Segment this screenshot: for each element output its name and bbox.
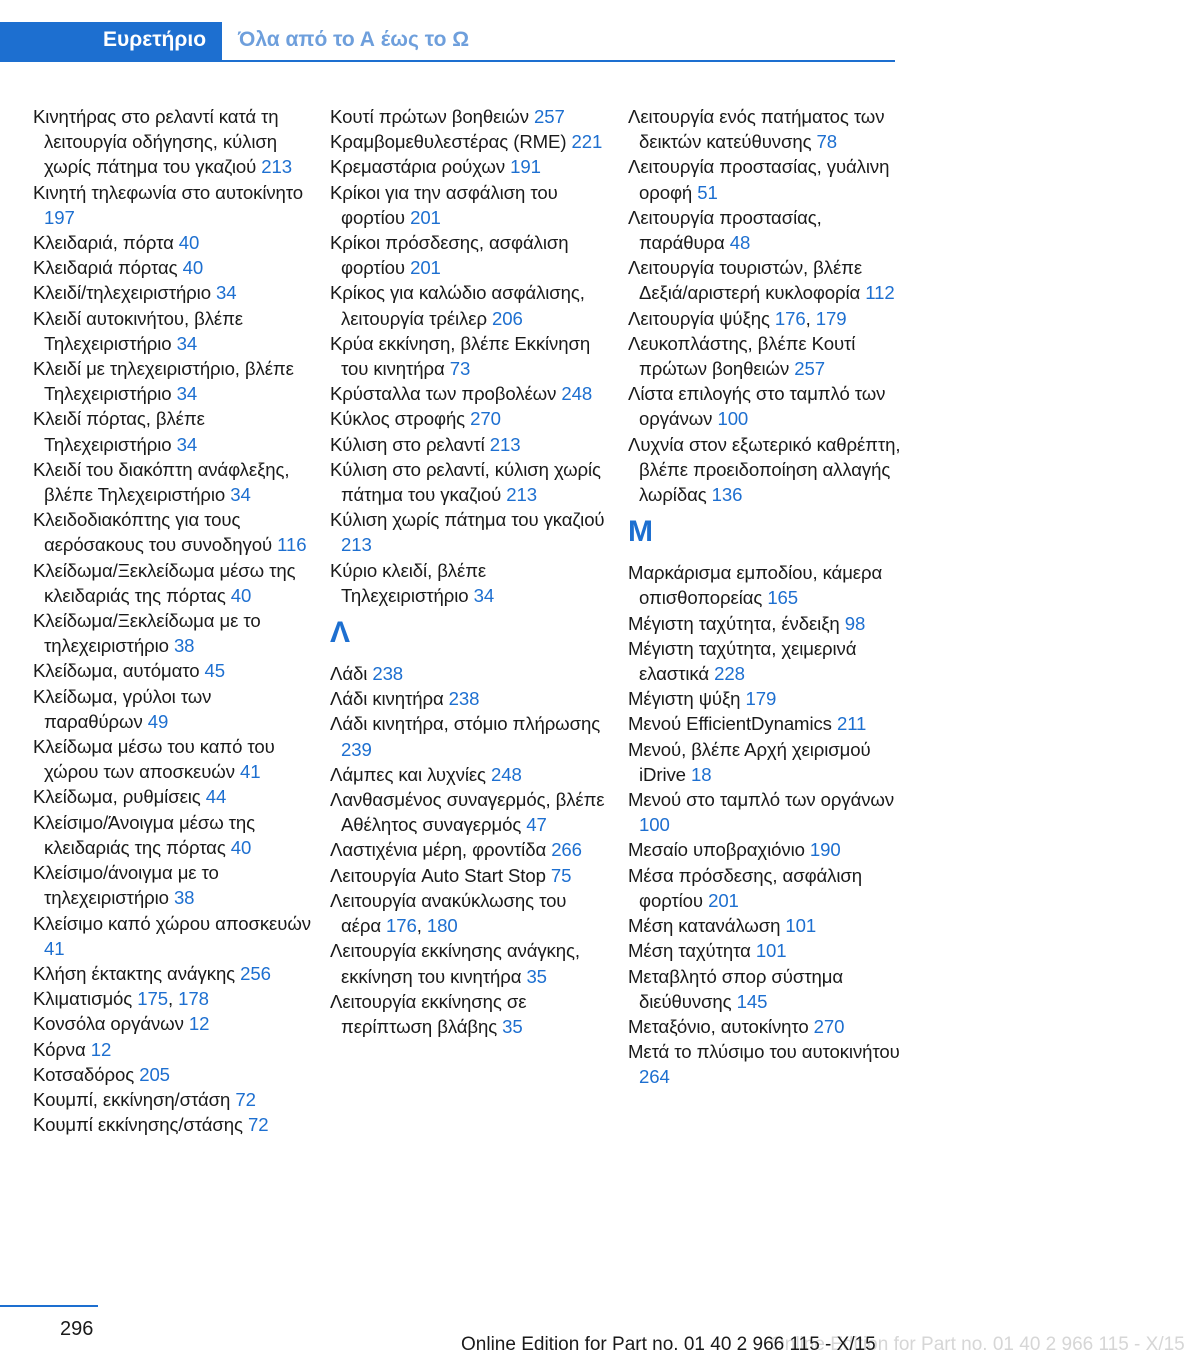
entry-term: Κρύσταλλα των προβολέων [330,383,562,405]
page-link[interactable]: 213 [341,534,372,556]
page-link[interactable]: 116 [277,534,307,556]
page-link[interactable]: 264 [639,1066,670,1088]
page-link[interactable]: 178 [178,988,209,1010]
page-link[interactable]: 270 [813,1015,845,1037]
page-link[interactable]: 176 [386,915,417,937]
index-entry [33,810,313,860]
index-entry [330,938,610,988]
entry-term: Λειτουργία ενός πατήματος των δεικτών κατεύθυνσης [628,106,885,153]
entry-term: Λευκοπλάστης, βλέπε Κουτί πρώτων βοηθειών [628,332,856,380]
page-link[interactable]: 40 [178,232,200,254]
index-entry [628,205,908,255]
entry-term: Κλείσιμο/Άνοιγμα μέσω της κλειδαριάς της πόρτας [33,811,256,858]
index-entry [33,911,313,961]
page-link[interactable]: 34 [473,584,495,606]
entry-term: Κλειδαριά πόρτας [33,257,183,279]
entry-term: Κύλιση στο ρελαντί [330,433,490,455]
index-entry [33,457,313,507]
index-entry: Λειτουργία ανακύκλωσης του αέρα 176, 180 [330,889,567,937]
index-column-1 [33,104,313,1137]
page-link[interactable]: 100 [717,408,749,430]
index-column-3 [628,104,908,1090]
index-entry [628,560,908,610]
entry-term: Λειτουργία εκκίνησης σε περίπτωση βλάβης [330,990,527,1037]
entry-term: Λειτουργία προστασίας, γυάλινη οροφή [628,156,890,203]
index-entry [628,863,908,913]
index-entry [33,558,313,608]
index-entry [628,381,908,431]
entry-term: Μενού EfficientDynamics [628,713,837,735]
page-link[interactable]: 213 [261,156,293,178]
edition-note: Online Edition for Part no. 01 40 2 966 115 - X/15 [461,1334,876,1355]
index-entry [628,1014,908,1039]
index-entry [33,1062,313,1087]
page-link[interactable]: 73 [449,358,471,380]
entry-term: Κλείσιμο καπό χώρου αποσκευών [33,912,311,934]
entry-term: Κουμπί εκκίνησης/στάσης [33,1114,248,1136]
index-entry [330,558,610,608]
entry-term: Κύριο κλειδί, βλέπε Τηλεχειριστήριο [330,559,487,606]
page-link[interactable]: 257 [794,358,825,380]
page-link[interactable]: 257 [533,106,565,127]
index-entry [33,306,313,356]
page-link[interactable]: 165 [767,587,799,609]
page-link[interactable]: 205 [139,1063,170,1085]
footer-rule [0,1305,98,1307]
page-link[interactable]: 41 [239,761,261,783]
page-link[interactable]: 179 [745,688,777,710]
page-link[interactable]: 98 [844,612,866,634]
entry-term: Μαρκάρισμα εμποδίου, κάμερα οπισθοπορείας [628,562,883,609]
page-link[interactable]: 18 [691,763,712,785]
entry-term: Μέση ταχύτητα [628,940,756,962]
entry-term: Κύκλος στροφής [330,408,471,430]
page-link[interactable]: 256 [240,962,271,984]
page-link[interactable]: 136 [711,484,743,506]
page-link[interactable]: 40 [230,836,252,858]
page-link[interactable]: 191 [510,156,541,178]
entry-term: Μέσα πρόσδεσης, ασφάλιση φορτίου [628,864,863,911]
index-entry [33,255,313,280]
entry-term: Κρεμαστάρια ρούχων [330,156,511,178]
index-entry [330,787,610,837]
page-link[interactable]: 201 [410,206,441,228]
index-entry [628,737,908,787]
index-entry [330,507,610,557]
page-link[interactable]: 12 [188,1013,210,1035]
page-link[interactable]: 44 [205,786,227,808]
page-link[interactable]: 34 [176,383,198,405]
tab-a-to-z[interactable]: Όλα από το Α έως το Ω [238,28,470,51]
index-entry [33,658,313,683]
index-entry [628,1039,908,1089]
index-entry [33,1112,313,1137]
index-entry [33,180,313,230]
entry-term: Κρίκοι για την ασφάλιση του φορτίου [330,181,558,228]
index-entry [330,686,610,711]
entry-term: Κλειδί/τηλεχειριστήριο [33,282,217,304]
entry-term: Μεταξόνιο, αυτοκίνητο [628,1015,814,1037]
entry-term: Κλιματισμός [33,988,138,1010]
page-link[interactable]: 78 [816,131,837,153]
index-entry [330,280,610,330]
entry-term: Κρύα εκκίνηση, βλέπε Εκκίνηση του κινητήρα [330,332,591,380]
page-link[interactable]: 35 [502,1015,523,1037]
entry-term: Κρίκος για καλώδιο ασφάλισης, λειτουργία τρέιλερ [330,282,585,329]
index-entry [33,1011,313,1036]
page-link[interactable]: 238 [372,663,404,685]
page-link[interactable]: 38 [173,887,195,909]
entry-term: Μετά το πλύσιμο του αυτοκινήτου [628,1041,900,1063]
page-link[interactable]: 176 [774,307,806,329]
index-entry [628,154,908,204]
index-entry [628,611,908,636]
entry-term: Μέση κατανάλωση [628,915,786,937]
entry-term: Κλειδί αυτοκινήτου, βλέπε Τηλεχειριστήριο [33,307,243,354]
page-link[interactable]: 72 [247,1114,269,1136]
index-entry [33,784,313,809]
index-entry [330,129,610,154]
tab-index[interactable]: Ευρετήριο [0,22,222,62]
index-column-2 [330,104,610,1039]
index-entry [330,762,610,787]
index-entry [330,154,610,179]
entry-term: Λειτουργία τουριστών, βλέπε Δεξιά/αριστερή κυκλοφορία [628,257,866,304]
entry-term: Μεσαίο υποβραχιόνιο [628,839,810,861]
index-entry [33,1087,313,1112]
page-link[interactable]: 213 [506,484,538,506]
entry-term: Μέγιστη ταχύτητα, χειμερινά ελαστικά [628,637,857,685]
index-entry [628,964,908,1014]
entry-term: Κλείδωμα/Ξεκλείδωμα μέσω της κλειδαριάς της πόρτας [33,559,296,606]
entry-term: Κινητήρας στο ρελαντί κατά τη λειτουργία οδήγησης, κύλιση χωρίς πάτημα του γκαζιού [33,106,279,178]
entry-term: Κουμπί, εκκίνηση/στάση [33,1088,236,1110]
index-entry [330,711,610,761]
page-link[interactable]: 228 [714,663,745,685]
section-letter: Λ [330,616,351,650]
page-link[interactable]: 45 [204,660,226,682]
index-entry [33,230,313,255]
entry-term: Κλείδωμα μέσω του καπό του χώρου των αποσκευών [33,736,275,783]
index-entry [628,686,908,711]
page-link[interactable]: 34 [176,433,198,455]
entry-term: Μέγιστη ταχύτητα, ένδειξη [628,612,845,634]
entry-term: Κρίκοι πρόσδεσης, ασφάλιση φορτίου [330,232,569,279]
entry-term: Κλείδωμα, ρυθμίσεις [33,786,206,808]
page-link[interactable]: 145 [736,990,768,1012]
page-link[interactable]: 47 [526,814,547,836]
entry-term: Λαστιχένια μέρη, φροντίδα [330,839,552,861]
page-link[interactable]: 41 [44,937,65,959]
page-link[interactable]: 40 [182,257,204,279]
page-link[interactable]: 211 [836,713,867,735]
entry-term: Κινητή τηλεφωνία στο αυτοκίνητο [33,181,304,203]
index-entry [628,104,908,154]
entry-term: Λάδι κινητήρα [330,688,449,710]
entry-term: Κραμβομεθυλεστέρας (RME) [330,131,572,153]
watermark: Online Edition for Part no. 01 40 2 966 115 - X/15 [770,1334,1185,1355]
index-entry [628,636,908,686]
entry-term: Λάμπες και λυχνίες [330,763,491,785]
entry-term: Λίστα επιλογής στο ταμπλό των οργάνων [628,383,886,430]
entry-term: Μενού, βλέπε Αρχή χειρισμού iDrive [628,738,871,785]
index-entry [330,837,610,862]
page-link[interactable]: 40 [230,584,252,606]
entry-term: Κλειδί πόρτας, βλέπε Τηλεχειριστήριο [33,408,205,455]
entry-term: Κλειδαριά, πόρτα [33,232,179,254]
page-number: 296 [60,1318,94,1340]
page-link[interactable]: 38 [173,635,195,657]
index-entry: Κλιματισμός 175, 178 [33,988,209,1010]
entry-term: Κύλιση χωρίς πάτημα του γκαζιού [330,509,605,531]
index-entry [628,938,908,963]
page-link[interactable]: 221 [571,131,603,153]
index-entry [628,255,908,305]
page-link[interactable]: 239 [341,738,372,760]
index-entry [33,507,313,557]
entry-term: Λειτουργία εκκίνησης ανάγκης, εκκίνηση του κινητήρα [330,940,580,987]
index-entry [330,331,610,381]
entry-term: Κλείσιμο/άνοιγμα με το τηλεχειριστήριο [33,862,219,909]
section-letter: Μ [628,515,653,549]
page-link[interactable]: 100 [639,814,670,836]
entry-term: Μέγιστη ψύξη [628,688,746,710]
entry-term: Λειτουργία Auto Start Stop [330,864,551,886]
index-entry [628,837,908,862]
index-entry [628,787,908,837]
index-entry [330,863,610,888]
page-link[interactable]: 101 [755,940,787,962]
entry-term: Μεταβλητό σπορ σύστημα διεύθυνσης [628,965,843,1012]
header-rule [0,60,895,62]
page-link[interactable]: 248 [561,383,593,405]
entry-term: Κοτσαδόρος [33,1063,140,1085]
page-link[interactable]: 179 [815,307,847,329]
entry-term: Κλείδωμα/Ξεκλείδωμα με το τηλεχειριστήριο [33,610,261,657]
page-link[interactable]: 72 [235,1088,256,1110]
page-link[interactable]: 12 [90,1038,112,1060]
entry-term: Κόρνα [33,1038,91,1060]
entry-term: Λειτουργία ψύξης [628,307,775,329]
index-entry [330,180,610,230]
page-link[interactable]: 34 [216,282,237,304]
page-link[interactable]: 266 [551,839,582,861]
entry-term: Λυχνία στον εξωτερικό καθρέπτη, βλέπε προειδοποίηση αλλαγής λωρίδας [628,433,901,506]
entry-term: Κλήση έκτακτης ανάγκης [33,962,241,984]
index-entry [330,457,610,507]
page-link[interactable]: 51 [697,181,718,203]
page-link[interactable]: 35 [526,965,547,987]
entry-term: Μενού στο ταμπλό των οργάνων [628,789,895,811]
page-link[interactable]: 270 [470,408,501,430]
index-entry [330,230,610,280]
page-link[interactable]: 190 [809,839,841,861]
page-link[interactable]: 48 [729,232,751,254]
index-entry [330,989,610,1039]
index-entry [33,961,313,986]
index-entry [33,684,313,734]
index-entry [330,406,610,431]
entry-term: Λάδι [330,663,373,685]
index-entry [33,356,313,406]
entry-term: Λειτουργία προστασίας, παράθυρα [628,206,822,254]
page-link[interactable]: 180 [426,915,458,937]
page-link[interactable]: 34 [230,484,251,506]
index-entry [330,432,610,457]
page-link[interactable]: 75 [550,864,572,886]
page-link[interactable]: 175 [137,988,168,1010]
index-entry [33,608,313,658]
page-link[interactable]: 248 [490,763,522,785]
entry-term: Κλείδωμα, γρύλοι των παραθύρων [33,685,212,732]
page-link[interactable]: 197 [44,206,75,228]
index-entry [330,381,610,406]
page-link[interactable]: 201 [708,889,739,911]
index-entry [33,1037,313,1062]
entry-term: Κλείδωμα, αυτόματο [33,660,205,682]
index-entry [33,860,313,910]
entry-term: Λανθασμένος συναγερμός, βλέπε Αθέλητος συναγερμός [330,789,605,836]
index-entry [33,104,313,180]
entry-term: Κύλιση στο ρελαντί, κύλιση χωρίς πάτημα του γκαζιού [330,458,601,506]
index-entry [628,711,908,736]
entry-term: Λάδι κινητήρα, στόμιο πλήρωσης [330,713,601,735]
index-entry [628,432,908,508]
entry-term: Κονσόλα οργάνων [33,1013,189,1035]
page-link[interactable]: 34 [176,332,198,354]
page-link[interactable]: 201 [410,257,441,279]
entry-term: Λειτουργία ανακύκλωσης του αέρα [330,889,567,937]
page-link[interactable]: 112 [865,282,895,304]
index-entry: Λειτουργία ψύξης 176, 179 [628,307,847,329]
index-entry [33,280,313,305]
entry-term: Κουτί πρώτων βοηθειών [330,106,534,127]
entry-term: Κλειδί με τηλεχειριστήριο, βλέπε Τηλεχειριστήριο [33,358,294,405]
index-entry [330,661,610,686]
page-link[interactable]: 206 [492,307,523,329]
page-link[interactable]: 101 [785,915,817,937]
page-link[interactable]: 213 [489,433,521,455]
entry-term: Κλειδί του διακόπτη ανάφλεξης, βλέπε Τηλεχειριστήριο [33,458,290,506]
index-entry [33,406,313,456]
index-entry [628,331,908,381]
index-entry [628,913,908,938]
index-entry [330,104,610,129]
entry-term: Κλειδοδιακόπτης για τους αερόσακους του συνοδηγού [33,509,278,556]
index-entry [33,734,313,784]
page-link[interactable]: 238 [448,688,480,710]
page-link[interactable]: 49 [147,710,169,732]
